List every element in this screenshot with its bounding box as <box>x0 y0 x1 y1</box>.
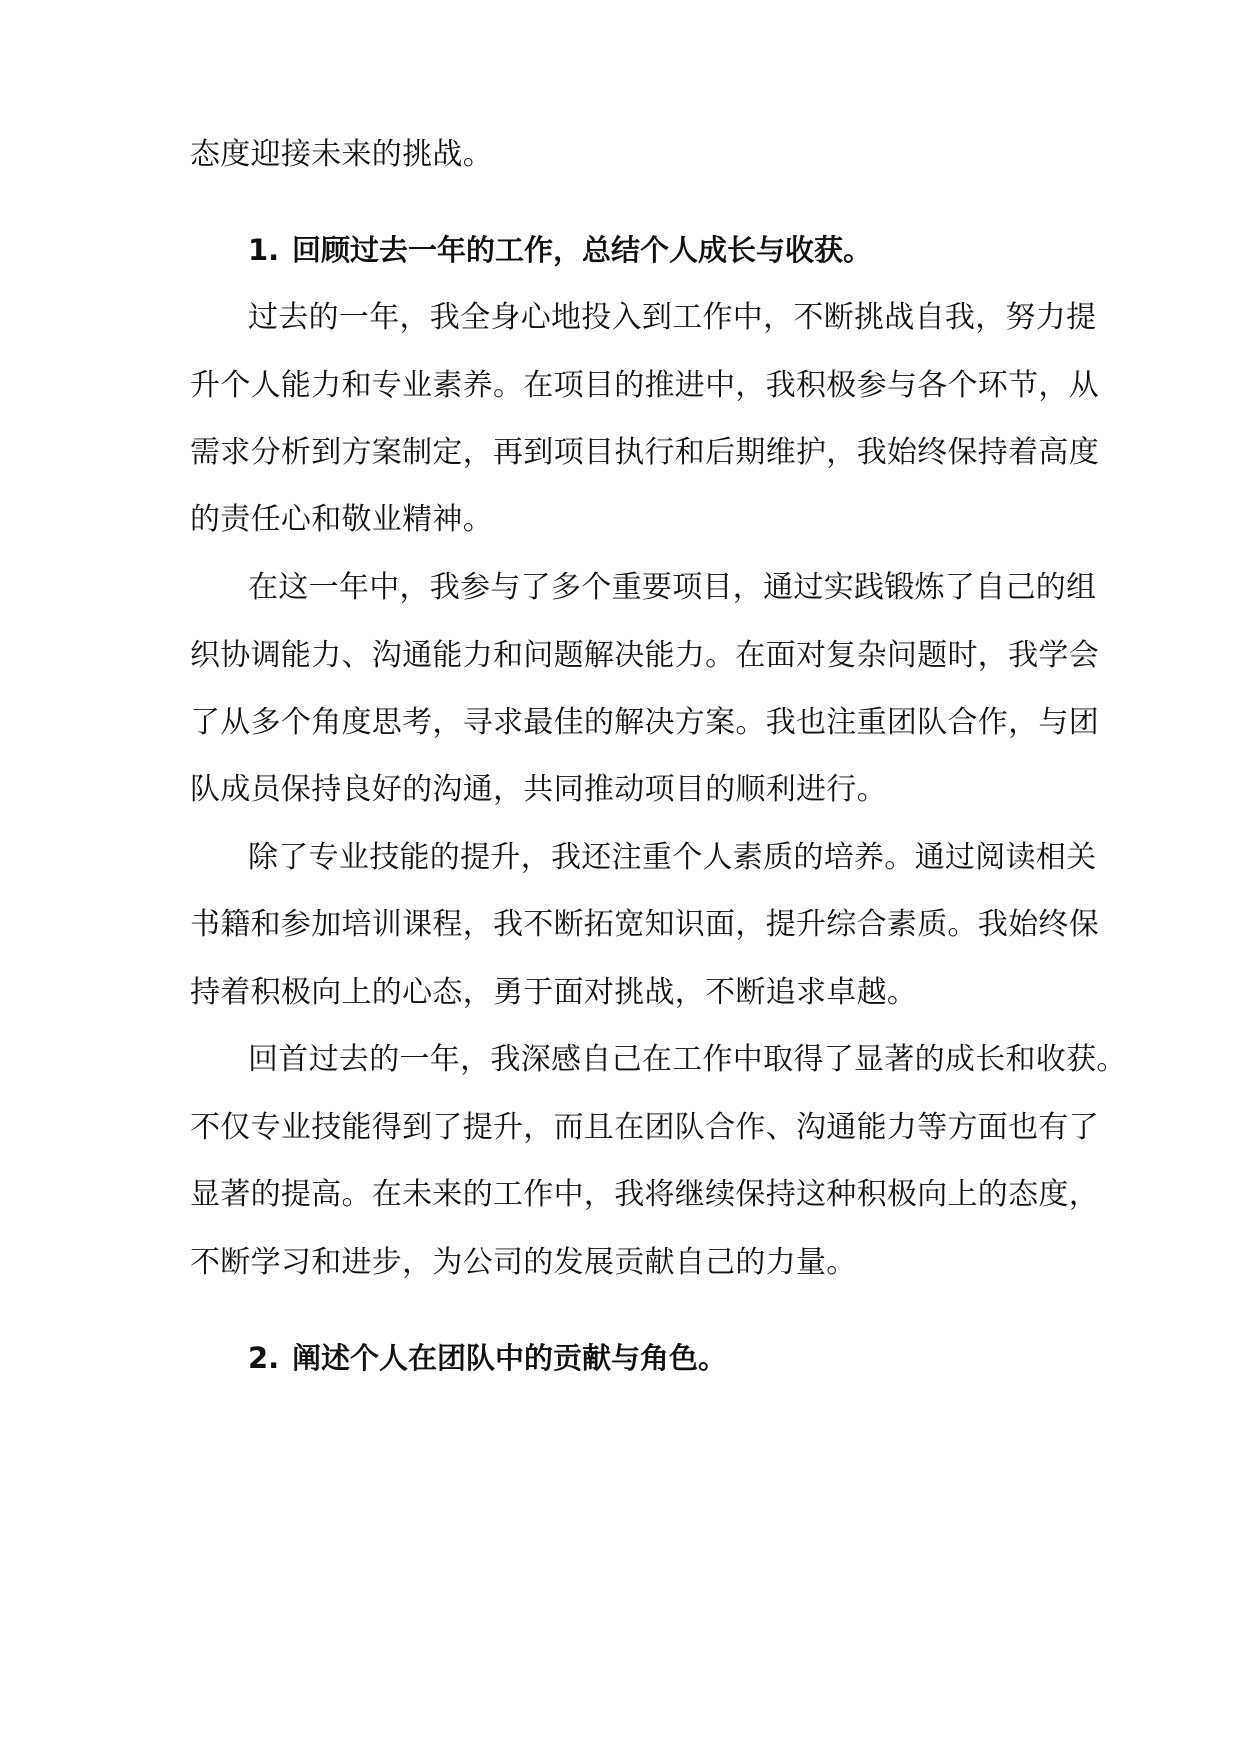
paragraph-3-line-2: 书籍和参加培训课程，我不断拓宽知识面，提升综合素质。我始终保 <box>190 907 1099 942</box>
paragraph-4-line-3: 显著的提高。在未来的工作中，我将继续保持这种积极向上的态度， <box>190 1177 1099 1212</box>
paragraph-2-line-4: 队成员保持良好的沟通，共同推动项目的顺利进行。 <box>190 772 887 807</box>
paragraph-3-line-1: 除了专业技能的提升，我还注重个人素质的培养。通过阅读相关 <box>248 840 1097 875</box>
section-1-title: 回顾过去一年的工作，总结个人成长与收获。 <box>292 233 873 267</box>
paragraph-1-line-3: 需求分析到方案制定，再到项目执行和后期维护，我始终保持着高度 <box>190 435 1099 470</box>
paragraph-2-line-3: 了从多个角度思考，寻求最佳的解决方案。我也注重团队合作，与团 <box>190 705 1099 740</box>
section-1-heading <box>248 230 872 270</box>
paragraph-1-line-2: 升个人能力和专业素养。在项目的推进中，我积极参与各个环节，从 <box>190 368 1099 403</box>
paragraph-4-line-4: 不断学习和进步，为公司的发展贡献自己的力量。 <box>190 1245 857 1280</box>
section-1-number: 1. <box>248 233 280 267</box>
paragraph-4-line-1: 回首过去的一年，我深感自己在工作中取得了显著的成长和收获。 <box>248 1042 1127 1077</box>
paragraph-3-line-3: 持着积极向上的心态，勇于面对挑战，不断追求卓越。 <box>190 975 918 1010</box>
section-2-title: 阐述个人在团队中的贡献与角色。 <box>292 1341 728 1375</box>
paragraph-2-line-2: 织协调能力、沟通能力和问题解决能力。在面对复杂问题时，我学会 <box>190 638 1099 673</box>
paragraph-4-line-2: 不仅专业技能得到了提升，而且在团队合作、沟通能力等方面也有了 <box>190 1110 1099 1145</box>
paragraph-1-line-4: 的责任心和敬业精神。 <box>190 502 493 537</box>
paragraph-1-line-1: 过去的一年，我全身心地投入到工作中，不断挑战自我，努力提 <box>248 300 1097 335</box>
continuation-text: 态度迎接未来的挑战。 <box>190 137 493 172</box>
section-2-heading <box>248 1338 727 1378</box>
section-2-number: 2. <box>248 1341 280 1375</box>
paragraph-2-line-1: 在这一年中，我参与了多个重要项目，通过实践锻炼了自己的组 <box>248 570 1097 605</box>
